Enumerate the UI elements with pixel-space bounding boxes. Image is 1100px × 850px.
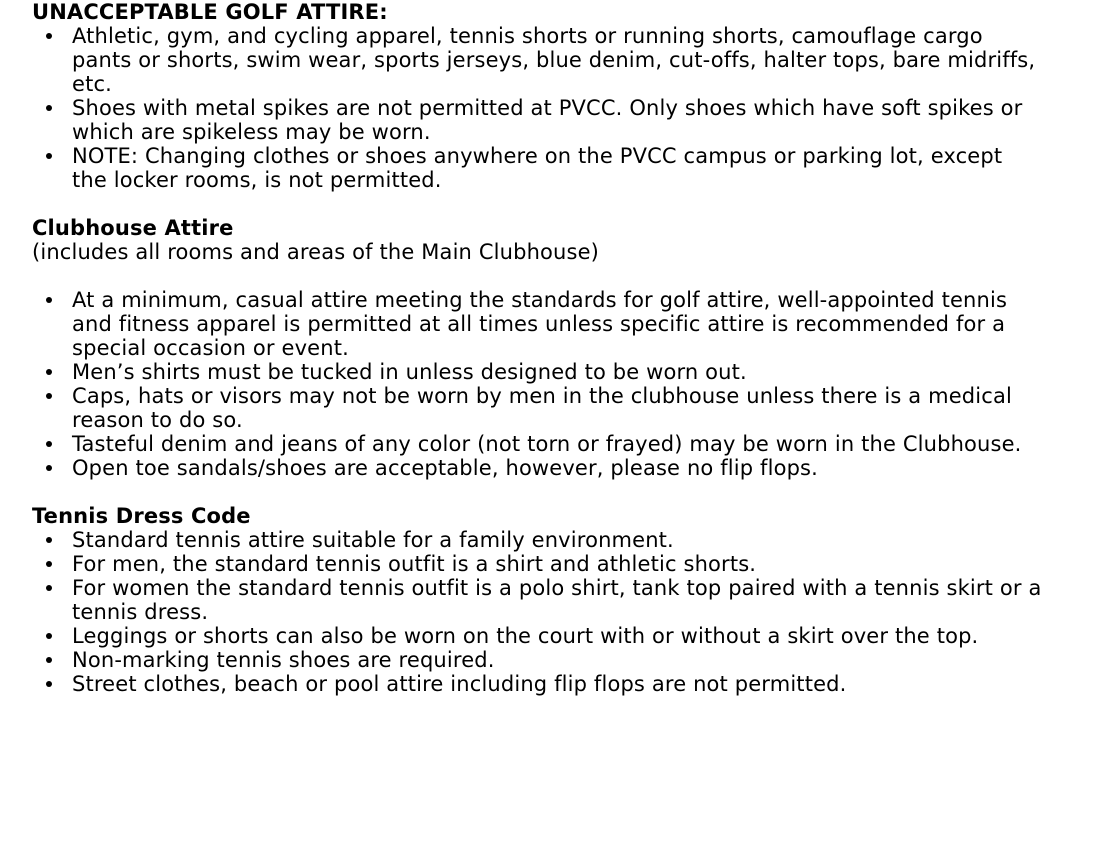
dress-code-document — [32, 0, 1042, 696]
golf-attire-heading: UNACCEPTABLE GOLF ATTIRE: — [32, 0, 388, 24]
golf-attire-list — [32, 24, 1042, 192]
list-item: For men, the standard tennis outfit is a shirt and athletic shorts. — [72, 552, 1042, 576]
list-item: Caps, hats or visors may not be worn by men in the clubhouse unless there is a medical reason to do so. — [72, 384, 1042, 432]
spacer — [32, 480, 1042, 504]
list-item: At a minimum, casual attire meeting the standards for golf attire, well-appointed tennis and fitness apparel is permitted at all times unless specific attire is recommended for a special occasion or event. — [72, 288, 1042, 360]
list-item: For women the standard tennis outfit is a polo shirt, tank top paired with a tennis skirt or a tennis dress. — [72, 576, 1042, 624]
list-item: NOTE: Changing clothes or shoes anywhere on the PVCC campus or parking lot, except the locker rooms, is not permitted. — [72, 144, 1042, 192]
list-item: Street clothes, beach or pool attire including flip flops are not permitted. — [72, 672, 1042, 696]
list-item: Standard tennis attire suitable for a family environment. — [72, 528, 1042, 552]
clubhouse-attire-list — [32, 288, 1042, 480]
tennis-dress-code-list — [32, 528, 1042, 696]
spacer — [32, 264, 1042, 288]
spacer — [32, 192, 1042, 216]
list-item: Non-marking tennis shoes are required. — [72, 648, 1042, 672]
list-item: Men’s shirts must be tucked in unless designed to be worn out. — [72, 360, 1042, 384]
list-item: Athletic, gym, and cycling apparel, tennis shorts or running shorts, camouflage cargo pants or shorts, swim wear, sports jerseys, blue denim, cut-offs, halter tops, bare midriffs, etc. — [72, 24, 1042, 96]
clubhouse-attire-subheading: (includes all rooms and areas of the Main Clubhouse) — [32, 240, 599, 264]
list-item: Shoes with metal spikes are not permitted at PVCC. Only shoes which have soft spikes or which are spikeless may be worn. — [72, 96, 1042, 144]
list-item: Open toe sandals/shoes are acceptable, however, please no flip flops. — [72, 456, 1042, 480]
list-item: Tasteful denim and jeans of any color (not torn or frayed) may be worn in the Clubhouse. — [72, 432, 1042, 456]
clubhouse-attire-heading: Clubhouse Attire — [32, 216, 234, 240]
list-item: Leggings or shorts can also be worn on the court with or without a skirt over the top. — [72, 624, 1042, 648]
tennis-dress-code-heading: Tennis Dress Code — [32, 504, 251, 528]
